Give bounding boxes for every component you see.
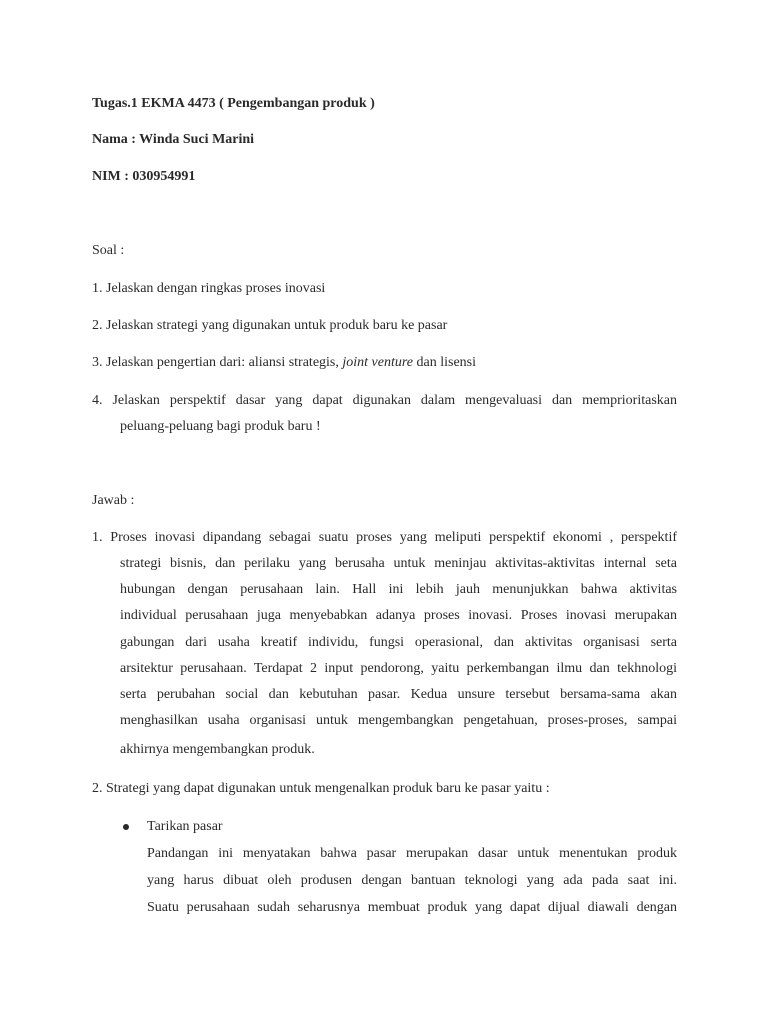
answer-2: 2. Strategi yang dapat digunakan untuk mengenalkan produk baru ke pasar yaitu :: [92, 781, 550, 796]
bullet-1-line: Suatu perusahaan sudah seharusnya membuat produk yang dapat dijual diawali dengan: [147, 900, 677, 915]
question-3-pre: 3. Jelaskan pengertian dari: aliansi strategis,: [92, 355, 343, 370]
answer-1-line: gabungan dari usaha kreatif individu, fungsi operasional, dan aktivitas organisasi serta: [120, 635, 677, 650]
answer-1-line: individual perusahaan juga menyebabkan adanya proses inovasi. Proses inovasi merupakan: [120, 608, 677, 623]
question-2: 2. Jelaskan strategi yang digunakan untuk produk baru ke pasar: [92, 318, 448, 333]
question-4-line-1: 4. Jelaskan perspektif dasar yang dapat digunakan dalam mengevaluasi dan memprioritaskan: [92, 393, 677, 408]
answer-1-line: akhirnya mengembangkan produk.: [120, 742, 315, 757]
answer-1-line: 1. Proses inovasi dipandang sebagai suatu proses yang meliputi perspektif ekonomi , perspektif: [92, 530, 677, 545]
answer-1-line: menghasilkan usaha organisasi untuk mengembangkan pengetahuan, proses-proses, sampai: [120, 713, 677, 728]
answer-1-line: hubungan dengan perusahaan lain. Hall ini lebih jauh menunjukkan bahwa aktivitas: [120, 582, 677, 597]
bullet-dot-icon: [123, 824, 129, 830]
bullet-1-line: Pandangan ini menyatakan bahwa pasar merupakan dasar untuk menentukan produk: [147, 846, 677, 861]
question-3-post: dan lisensi: [413, 355, 477, 370]
document-title: Tugas.1 EKMA 4473 ( Pengembangan produk ): [92, 96, 375, 111]
bullet-1-line: yang harus dibuat oleh produsen dengan bantuan teknologi yang ada pada saat ini.: [147, 873, 677, 888]
question-3: [92, 354, 476, 372]
answer-1-line: strategi bisnis, dan perilaku yang berusaha untuk meninjau aktivitas-aktivitas internal seta: [120, 556, 677, 571]
soal-heading: Soal :: [92, 243, 125, 258]
answer-1-line: serta perubahan social dan kebutuhan pasar. Kedua unsure tersebut bersama-sama akan: [120, 687, 677, 702]
question-4-line-2: peluang-peluang bagi produk baru !: [120, 419, 321, 434]
question-3-italic: joint venture: [342, 355, 414, 370]
answer-1-line: arsitektur perusahaan. Terdapat 2 input pendorong, yaitu perkembangan ilmu dan tekhnologi: [120, 661, 677, 676]
student-name: Nama : Winda Suci Marini: [92, 132, 255, 147]
question-1: 1. Jelaskan dengan ringkas proses inovasi: [92, 281, 326, 296]
jawab-heading: Jawab :: [92, 493, 135, 508]
bullet-1-title: Tarikan pasar: [147, 819, 223, 834]
student-nim: NIM : 030954991: [92, 169, 196, 184]
